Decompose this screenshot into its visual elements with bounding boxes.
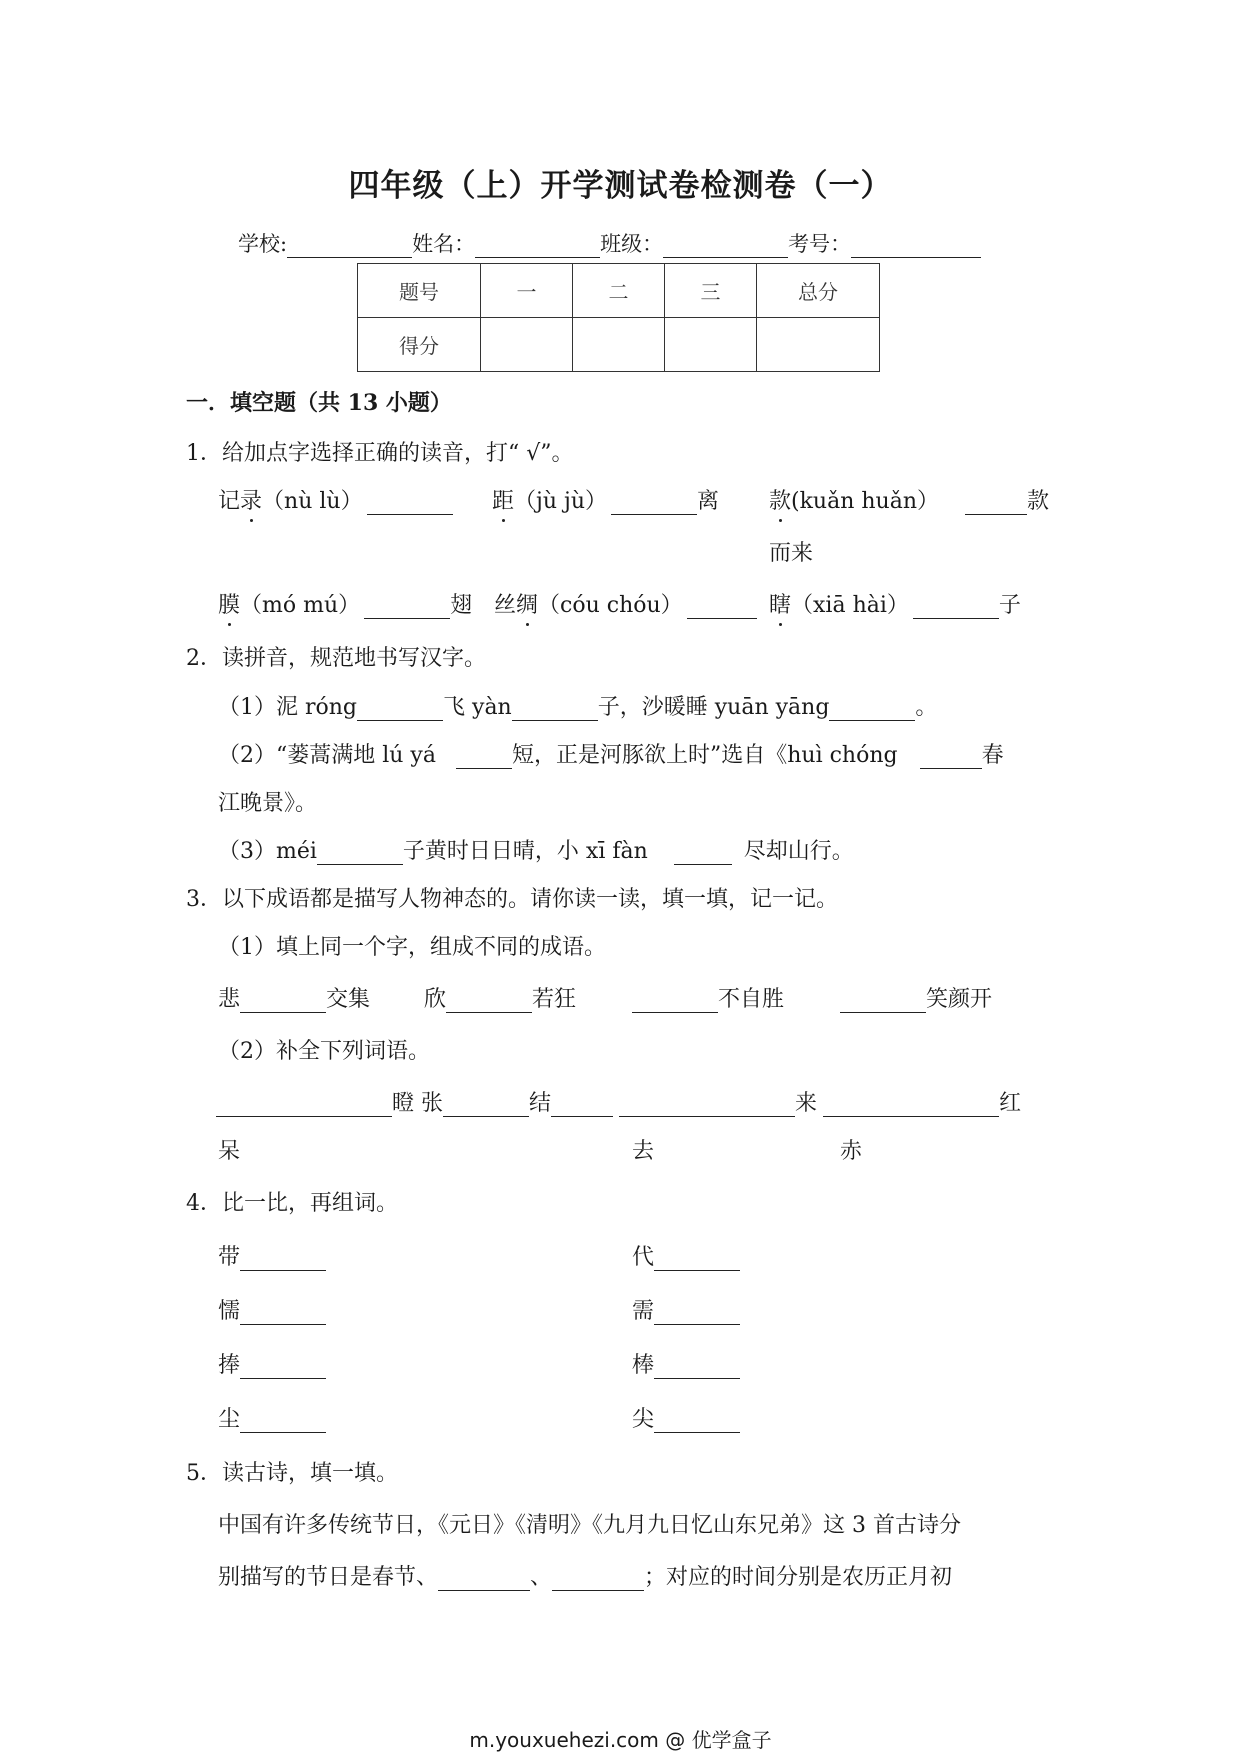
q1-a-char: 记录 [218,489,263,514]
q1-a-pinyin: （nù lù） [262,489,363,514]
q1-c-char: 款 [769,489,792,514]
name-label: 姓名： [412,232,476,256]
q2-sub2: （2）“蒌蒿满地 lú yá 短，正是河豚欲上时”选自《huì chóng 春 [218,743,1004,768]
q5-blank[interactable] [438,1568,530,1591]
q1-d-after: 翅 [450,593,473,618]
q2-blank[interactable] [512,698,598,721]
score-table-header-row [358,264,880,318]
exam-no-blank[interactable] [851,237,981,258]
q3-blank[interactable] [446,990,532,1013]
school-label: 学校: [238,232,288,256]
q1-item-d [218,588,472,619]
header-cell: 总分 [757,264,880,318]
q3-idiom-4: 笑颜开 [840,982,992,1013]
q1-item-c [769,484,1049,515]
score-cell[interactable] [665,318,757,372]
q2-blank[interactable] [456,746,512,769]
score-table [357,263,880,372]
q2-blank[interactable] [357,698,443,721]
q4-blank[interactable] [240,1356,326,1379]
q4-right-3: 棒 [632,1348,740,1379]
q4-blank[interactable] [654,1410,740,1433]
q4-right-4: 尖 [632,1402,740,1433]
q4-blank[interactable] [240,1302,326,1325]
q1-b-pinyin: （jù jù） [514,489,607,514]
q3-idiom-1: 悲 交集 [218,987,371,1012]
q4-blank[interactable] [240,1410,326,1433]
q1-c-after: 款 [1027,489,1050,514]
q4-left-4: 尘 [218,1402,326,1433]
question-5-stem: 5．读古诗，填一填。 [186,1461,398,1486]
q1-b-after: 离 [697,489,720,514]
q2-sub3: （3）méi 子黄时日日晴，小 xī fàn 尽却山行。 [218,839,854,864]
q3-sub2-label: （2）补全下列词语。 [218,1039,430,1064]
q5-line-1: 中国有许多传统节日，《元日》《清明》《九月九日忆山东兄弟》这 3 首古诗分 [218,1513,961,1538]
q1-f-pinyin: （xiā hài） [791,593,909,618]
q2-sub2-line2: 江晚景》。 [218,791,318,816]
question-3-stem: 3．以下成语都是描写人物神态的。请你读一读，填一填，记一记。 [186,887,838,912]
row-label: 得分 [358,318,481,372]
q4-left-2: 懦 [218,1294,326,1325]
q3-sub1-label: （1）填上同一个字，组成不同的成语。 [218,935,606,960]
q3-phrase-l2b: 去 [632,1139,655,1164]
question-1-stem: 1．给加点字选择正确的读音，打“ √”。 [186,441,574,466]
question-2-stem: 2．读拼音，规范地书写汉字。 [186,646,486,671]
q1-c-blank[interactable] [965,492,1027,515]
q1-e-pinyin: （cóu chóu） [538,593,683,618]
question-4-stem: 4．比一比，再组词。 [186,1191,398,1216]
student-info-line [238,228,981,258]
q3-idiom-3: 不自胜 [632,982,784,1013]
header-cell: 题号 [358,264,481,318]
q1-e-blank[interactable] [687,596,757,619]
q4-blank[interactable] [654,1302,740,1325]
q4-left-1: 带 [218,1240,326,1271]
q3-phrase-l2a: 呆 [218,1139,241,1164]
q3-phrase-l2c: 赤 [840,1139,863,1164]
q3-blank[interactable] [240,990,326,1013]
q5-blank[interactable] [552,1568,644,1591]
q4-left-3: 捧 [218,1348,326,1379]
q1-d-pinyin: （mó mú） [240,593,361,618]
q3-blank[interactable] [443,1094,529,1117]
q4-blank[interactable] [654,1248,740,1271]
header-cell: 二 [573,264,665,318]
q1-d-char: 膜 [218,593,241,618]
q1-c-line2: 而来 [769,541,814,566]
q1-a-blank[interactable] [367,492,453,515]
score-cell[interactable] [481,318,573,372]
q3-blank[interactable] [840,990,926,1013]
q2-blank[interactable] [829,698,915,721]
score-table-score-row [358,318,880,372]
score-cell[interactable] [757,318,880,372]
q1-f-after: 子 [998,593,1021,618]
q3-blank[interactable] [551,1094,613,1117]
q3-blank[interactable] [632,990,718,1013]
section-heading: 一．填空题（共 13 小题） [186,390,452,416]
q3-idiom-2: 欣 若狂 [424,987,577,1012]
footer-watermark: m.youxuehezi.com @ 优学盒子 [469,1728,772,1752]
q1-item-b [492,484,719,515]
q3-blank[interactable] [216,1094,392,1117]
q3-blank[interactable] [823,1094,999,1117]
q1-item-a [218,484,453,515]
q1-item-e [494,588,757,619]
q3-phrases: 瞪 张 结 来 红 [216,1086,1021,1117]
q1-e-char: 丝绸 [494,593,539,618]
name-blank[interactable] [475,237,600,258]
school-blank[interactable] [287,237,412,258]
q2-blank[interactable] [317,842,403,865]
q4-blank[interactable] [240,1248,326,1271]
q2-sub1: （1）泥 róng 飞 yàn 子，沙暖睡 yuān yāng 。 [218,695,938,720]
q2-blank[interactable] [920,746,982,769]
q5-line-2: 别描写的节日是春节、 、 ；对应的时间分别是农历正月初 [218,1565,953,1590]
exam-no-label: 考号： [788,232,852,256]
q4-right-1: 代 [632,1240,740,1271]
q1-f-char: 瞎 [769,593,792,618]
header-cell: 三 [665,264,757,318]
header-cell: 一 [481,264,573,318]
q1-b-blank[interactable] [611,492,697,515]
q1-d-blank[interactable] [364,596,450,619]
q4-blank[interactable] [654,1356,740,1379]
q1-f-blank[interactable] [913,596,999,619]
class-blank[interactable] [663,237,788,258]
class-label: 班级： [600,232,664,256]
score-cell[interactable] [573,318,665,372]
q1-c-pinyin: (kuǎn huǎn） [791,489,940,514]
q4-right-2: 需 [632,1294,740,1325]
q3-blank[interactable] [619,1094,795,1117]
q2-blank[interactable] [674,842,732,865]
page-title: 四年级（上）开学测试卷检测卷（一） [348,168,893,204]
q1-item-f [769,588,1021,619]
q1-b-char: 距 [492,489,515,514]
